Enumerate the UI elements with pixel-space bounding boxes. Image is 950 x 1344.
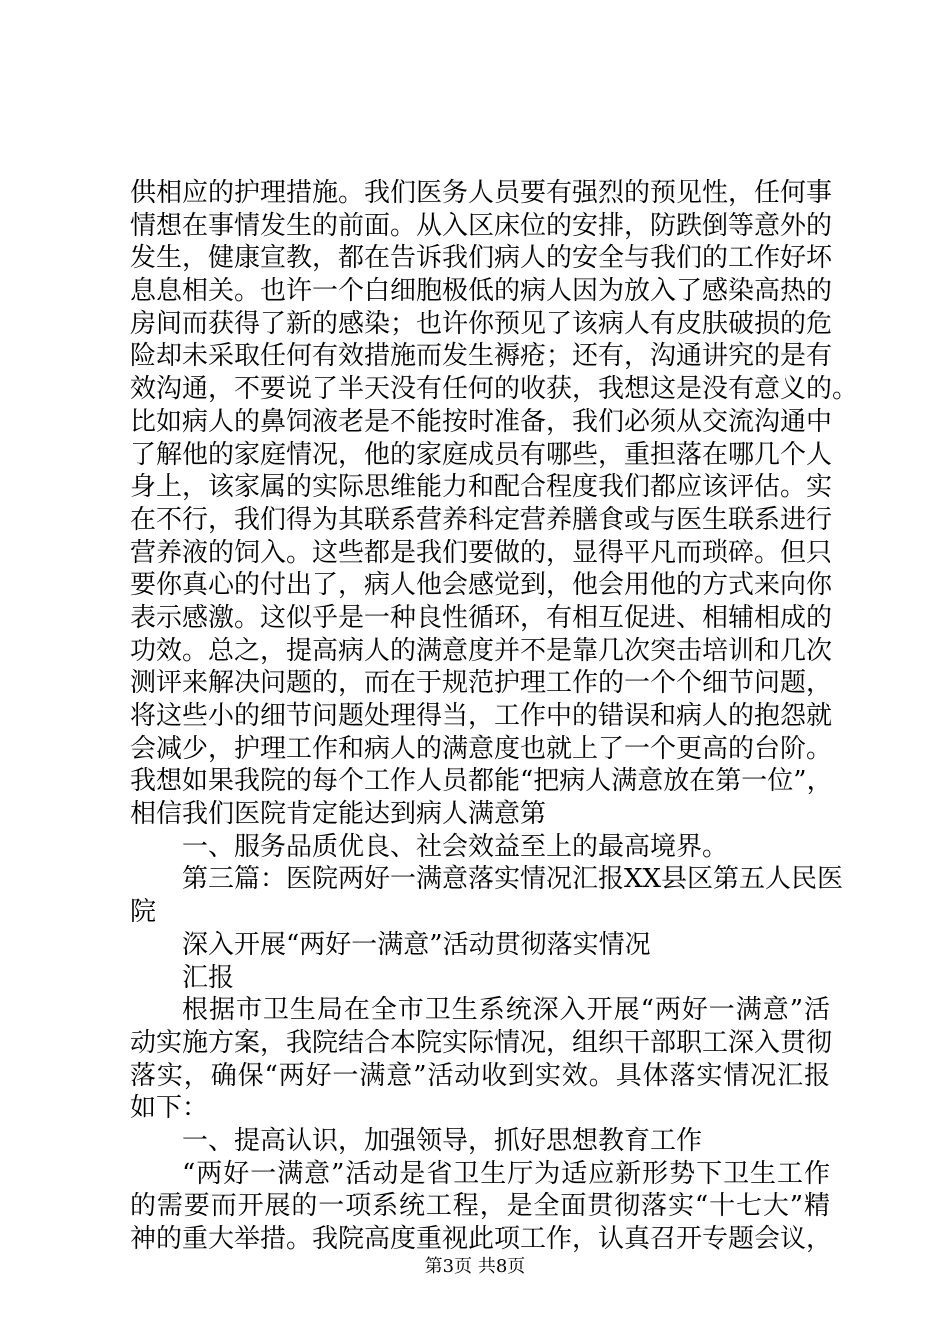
text-line: 发生，健康宣教，都在告诉我们病人的安全与我们的工作好坏 bbox=[130, 243, 833, 274]
text-line: 息息相关。也许一个白细胞极低的病人因为放入了感染高热的 bbox=[130, 276, 833, 307]
text-line: 险却未采取任何有效措施而发生褥疮；还有，沟通讲究的是有 bbox=[130, 341, 833, 372]
text-line: 测评来解决问题的，而在于规范护理工作的一个个细节问题， bbox=[130, 668, 833, 699]
text-line: 相信我们医院肯定能达到病人满意第 bbox=[130, 799, 547, 830]
text-line: 比如病人的鼻饲液老是不能按时准备，我们必须从交流沟通中 bbox=[130, 406, 833, 437]
text-line: 神的重大举措。我院高度重视此项工作，认真召开专题会议， bbox=[130, 1224, 833, 1254]
text-line: 供相应的护理措施。我们医务人员要有强烈的预见性，任何事 bbox=[130, 178, 833, 208]
text-line: 营养液的饲入。这些都是我们要做的，显得平凡而琐碎。但只 bbox=[130, 537, 833, 568]
text-line: 一、服务品质优良、社会效益至上的最高境界。 bbox=[182, 831, 729, 862]
text-line: 身上，该家属的实际思维能力和配合程度我们都应该评估。实 bbox=[130, 472, 833, 503]
page-number: 第3页 共8页 bbox=[424, 1256, 526, 1277]
text-line: “两好一满意”活动是省卫生厅为适应新形势下卫生工作 bbox=[182, 1158, 830, 1189]
text-line: 会减少，护理工作和病人的满意度也就上了一个更高的台阶。 bbox=[130, 733, 833, 764]
document-body bbox=[130, 177, 859, 1256]
text-line: 房间而获得了新的感染；也许你预见了该病人有皮肤破损的危 bbox=[130, 308, 833, 339]
text-line: 深入开展“两好一满意”活动贯彻落实情况 bbox=[182, 929, 651, 960]
text-line: 动实施方案，我院结合本院实际情况，组织干部职工深入贯彻 bbox=[130, 1027, 833, 1058]
text-line: 落实，确保“两好一满意”活动收到实效。具体落实情况汇报 bbox=[130, 1060, 830, 1091]
text-line: 情想在事情发生的前面。从入区床位的安排，防跌倒等意外的 bbox=[130, 210, 833, 241]
text-line: 功效。总之，提高病人的满意度并不是靠几次突击培训和几次 bbox=[130, 635, 833, 666]
text-line: 如下： bbox=[130, 1093, 209, 1124]
text-line: 第三篇：医院两好一满意落实情况汇报XX县区第五人民医 bbox=[182, 864, 844, 895]
text-line: 一、提高认识，加强领导，抓好思想教育工作 bbox=[182, 1125, 703, 1156]
text-line: 将这些小的细节问题处理得当，工作中的错误和病人的抱怨就 bbox=[130, 701, 833, 731]
text-line: 我想如果我院的每个工作人员都能“把病人满意放在第一位”， bbox=[130, 766, 833, 797]
text-line: 在不行，我们得为其联系营养科定营养膳食或与医生联系进行 bbox=[130, 504, 833, 535]
text-line: 表示感激。这似乎是一种良性循环，有相互促进、相辅相成的 bbox=[130, 602, 833, 633]
text-line: 根据市卫生局在全市卫生系统深入开展“两好一满意”活 bbox=[182, 995, 830, 1026]
text-line: 汇报 bbox=[182, 962, 235, 993]
text-line: 要你真心的付出了，病人他会感觉到，他会用他的方式来向你 bbox=[130, 570, 833, 601]
text-line: 院 bbox=[130, 897, 157, 928]
page-footer bbox=[0, 1252, 950, 1278]
text-line: 的需要而开展的一项系统工程，是全面贯彻落实“十七大”精 bbox=[130, 1191, 830, 1222]
text-line: 效沟通，不要说了半天没有任何的收获，我想这是没有意义的。 bbox=[130, 374, 859, 405]
text-line: 了解他的家庭情况，他的家庭成员有哪些，重担落在哪几个人 bbox=[130, 439, 833, 470]
